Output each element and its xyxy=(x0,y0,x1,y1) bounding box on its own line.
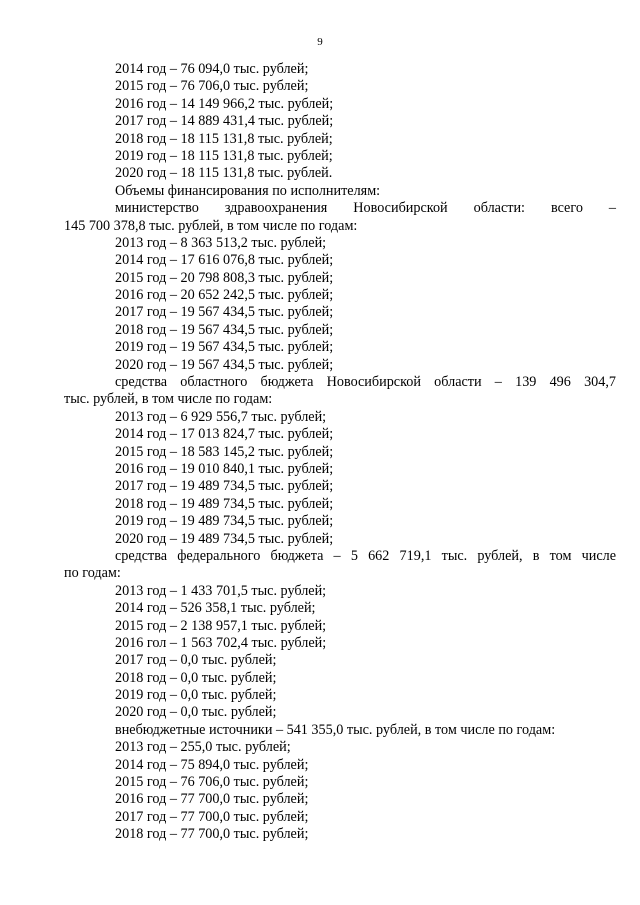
text-line: 2013 год – 1 433 701,5 тыс. рублей; xyxy=(115,582,327,599)
text-line: 2014 год – 17 013 824,7 тыс. рублей; xyxy=(115,426,334,443)
text-line: 2019 год – 0,0 тыс. рублей; xyxy=(115,687,277,704)
text-line: 2016 год – 20 652 242,5 тыс. рублей; xyxy=(115,287,334,304)
text-line: 2014 год – 17 616 076,8 тыс. рублей; xyxy=(115,252,334,269)
text-line: 2014 год – 526 358,1 тыс. рублей; xyxy=(115,600,316,617)
text-line: министерство здравоохранения Новосибирской области: всего – xyxy=(115,200,616,217)
text-line: 2019 год – 19 489 734,5 тыс. рублей; xyxy=(115,513,334,530)
document-body xyxy=(64,61,616,844)
text-line: внебюджетные источники – 541 355,0 тыс. рублей, в том числе по годам: xyxy=(115,721,556,738)
text-line: 145 700 378,8 тыс. рублей, в том числе по годам: xyxy=(64,217,358,234)
text-line: 2015 год – 20 798 808,3 тыс. рублей; xyxy=(115,269,334,286)
text-line: 2014 год – 75 894,0 тыс. рублей; xyxy=(115,756,309,773)
text-line: 2018 год – 77 700,0 тыс. рублей; xyxy=(115,826,309,843)
text-line: 2017 год – 19 567 434,5 тыс. рублей; xyxy=(115,304,334,321)
text-line: средства областного бюджета Новосибирской области – 139 496 304,7 xyxy=(115,374,616,391)
text-line: 2017 год – 77 700,0 тыс. рублей; xyxy=(115,808,309,825)
text-line: Объемы финансирования по исполнителям: xyxy=(115,182,381,199)
text-line: 2017 год – 19 489 734,5 тыс. рублей; xyxy=(115,478,334,495)
text-line: 2020 год – 18 115 131,8 тыс. рублей. xyxy=(115,165,333,182)
text-line: тыс. рублей, в том числе по годам: xyxy=(64,391,273,408)
text-line: 2018 год – 18 115 131,8 тыс. рублей; xyxy=(115,130,333,147)
text-line: средства федерального бюджета – 5 662 719,1 тыс. рублей, в том числе xyxy=(115,547,616,564)
text-line: 2017 год – 0,0 тыс. рублей; xyxy=(115,652,277,669)
text-line: по годам: xyxy=(64,565,121,582)
text-line: 2020 год – 0,0 тыс. рублей; xyxy=(115,704,277,721)
page-number: 9 xyxy=(317,36,323,48)
text-line: 2020 год – 19 567 434,5 тыс. рублей; xyxy=(115,356,334,373)
text-line: 2015 год – 18 583 145,2 тыс. рублей; xyxy=(115,443,334,460)
text-line: 2018 год – 19 489 734,5 тыс. рублей; xyxy=(115,495,334,512)
text-line: 2013 год – 255,0 тыс. рублей; xyxy=(115,739,291,756)
text-line: 2016 гол – 1 563 702,4 тыс. рублей; xyxy=(115,634,327,651)
text-line: 2014 год – 76 094,0 тыс. рублей; xyxy=(115,61,309,77)
text-line: 2018 год – 0,0 тыс. рублей; xyxy=(115,669,277,686)
text-line: 2015 год – 76 706,0 тыс. рублей; xyxy=(115,78,309,95)
text-line: 2020 год – 19 489 734,5 тыс. рублей; xyxy=(115,530,334,547)
text-line: 2019 год – 18 115 131,8 тыс. рублей; xyxy=(115,147,333,164)
text-line: 2017 год – 14 889 431,4 тыс. рублей; xyxy=(115,113,334,130)
text-line: 2016 год – 14 149 966,2 тыс. рублей; xyxy=(115,95,334,112)
text-line: 2016 год – 19 010 840,1 тыс. рублей; xyxy=(115,460,334,477)
text-line: 2018 год – 19 567 434,5 тыс. рублей; xyxy=(115,321,334,338)
text-line: 2013 год – 8 363 513,2 тыс. рублей; xyxy=(115,234,327,251)
text-line: 2016 год – 77 700,0 тыс. рублей; xyxy=(115,791,309,808)
text-line: 2015 год – 76 706,0 тыс. рублей; xyxy=(115,774,309,791)
text-line: 2013 год – 6 929 556,7 тыс. рублей; xyxy=(115,408,327,425)
text-line: 2019 год – 19 567 434,5 тыс. рублей; xyxy=(115,339,334,356)
text-line: 2015 год – 2 138 957,1 тыс. рублей; xyxy=(115,617,327,634)
